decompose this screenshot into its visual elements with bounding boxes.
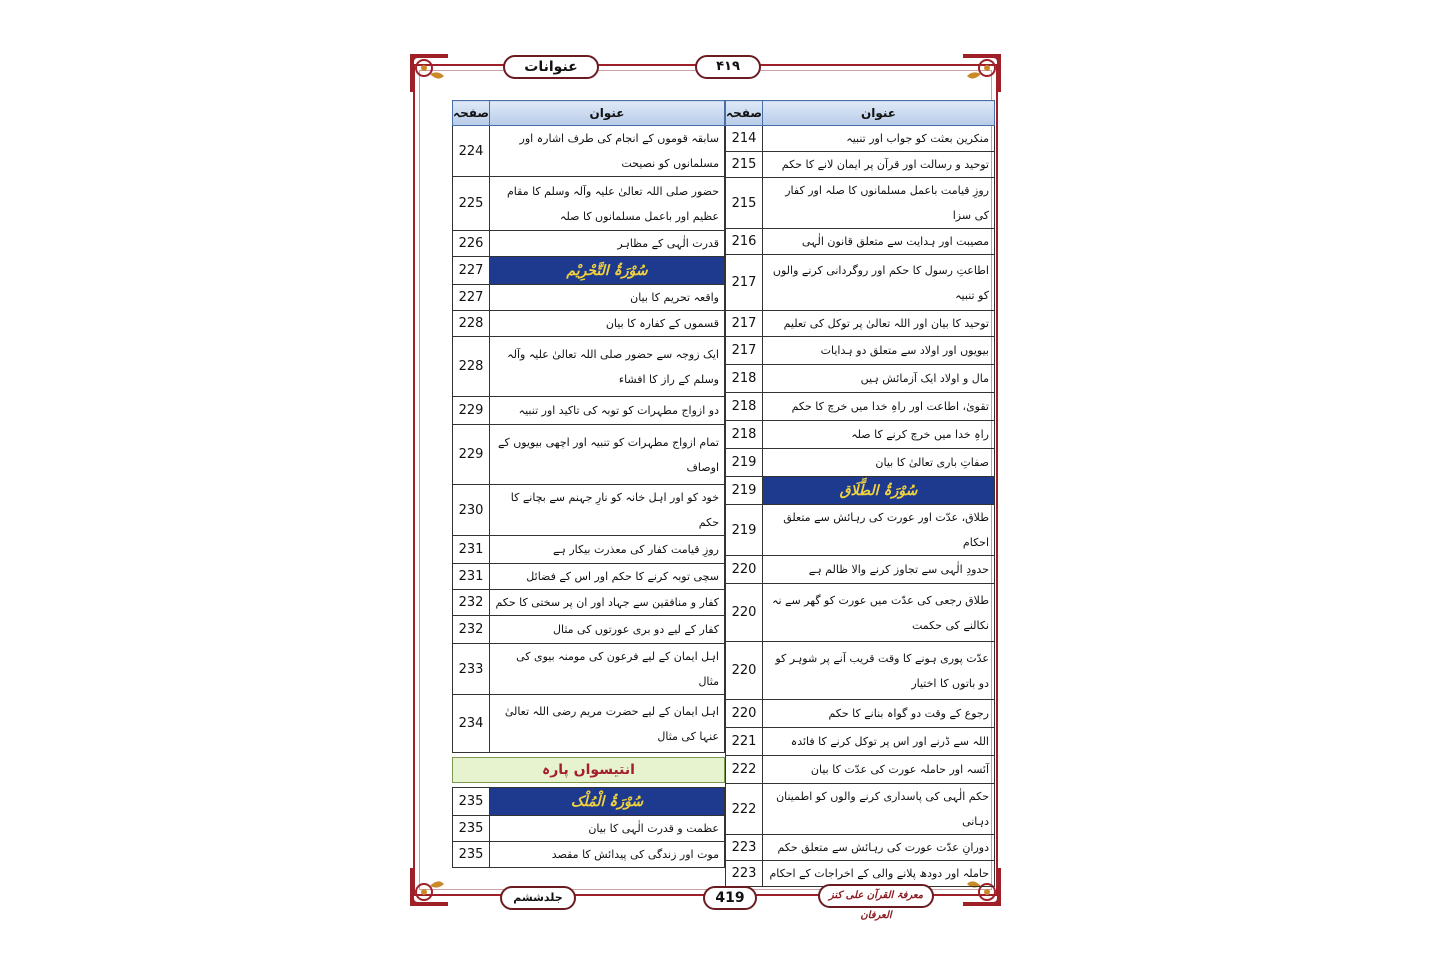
page-cell: 228	[453, 337, 490, 397]
topic-cell: روزِ قیامت باعمل مسلمانوں کا صلہ اور کفار کی سزا	[763, 178, 995, 229]
surah-heading: سُوْرَۃُ الطَّلَاق	[763, 477, 995, 505]
page-number: 419	[703, 886, 757, 910]
page-cell: 231	[453, 536, 490, 564]
page-cell: 215	[726, 178, 763, 229]
surah-heading: سُوْرَۃُ الْمُلْک	[490, 788, 725, 816]
topic-column-header: عنوان	[763, 101, 995, 126]
topic-cell: حدودِ الٰہی سے تجاوز کرنے والا ظالم ہے	[763, 556, 995, 584]
page-cell: 232	[453, 616, 490, 644]
topic-cell: منکرین بعثت کو جواب اور تنبیہ	[763, 126, 995, 152]
surah-heading: سُوْرَۃُ التَّحْرِیْم	[490, 257, 725, 285]
topic-cell: کفار و منافقین سے جہاد اور ان پر سختی کا حکم	[490, 590, 725, 616]
topic-cell: قسموں کے کفارہ کا بیان	[490, 311, 725, 337]
ornament-corner-icon	[959, 52, 1003, 96]
page-column-header: صفحہ	[453, 101, 490, 126]
page-cell: 218	[726, 421, 763, 449]
topic-cell: ایک زوجہ سے حضور صلی اللہ تعالیٰ علیہ وآلہ وسلم کے راز کا افشاء	[490, 337, 725, 397]
page-cell: 215	[726, 152, 763, 178]
topic-cell: قدرت الٰہی کے مظاہر	[490, 231, 725, 257]
page-cell: 231	[453, 564, 490, 590]
ornament-corner-icon	[408, 52, 452, 96]
page-cell: 219	[726, 449, 763, 477]
page-cell: 235	[453, 842, 490, 868]
page-cell: 229	[453, 397, 490, 425]
topic-cell: حضور صلی اللہ تعالیٰ علیہ وآلہ وسلم کا مقام عظیم اور باعمل مسلمانوں کا صلہ	[490, 177, 725, 231]
page-cell: 219	[726, 505, 763, 556]
topic-cell: دو ازواج مطہرات کو توبہ کی تاکید اور تنبیہ	[490, 397, 725, 425]
topic-cell: عظمت و قدرت الٰہی کا بیان	[490, 816, 725, 842]
topic-cell: اللہ سے ڈرنے اور اس پر توکل کرنے کا فائدہ	[763, 728, 995, 756]
page-cell: 227	[453, 285, 490, 311]
book-page	[408, 52, 1003, 921]
topic-cell: بیویوں اور اولاد سے متعلق دو ہدایات	[763, 337, 995, 365]
page-column-header: صفحہ	[726, 101, 763, 126]
page-cell: 217	[726, 311, 763, 337]
page-cell: 222	[726, 784, 763, 835]
page-cell: 220	[726, 642, 763, 700]
page-cell: 214	[726, 126, 763, 152]
page-cell: 218	[726, 393, 763, 421]
page-cell: 232	[453, 590, 490, 616]
page-cell: 222	[726, 756, 763, 784]
page-cell: 225	[453, 177, 490, 231]
topic-cell: توحید کا بیان اور اللہ تعالیٰ پر توکل کی تعلیم	[763, 311, 995, 337]
topic-cell: اہل ایمان کے لیے فرعون کی مومنہ بیوی کی مثال	[490, 644, 725, 695]
page-cell: 234	[453, 695, 490, 753]
page-cell: 226	[453, 231, 490, 257]
page-cell: 217	[726, 337, 763, 365]
topic-cell: صفاتِ باری تعالیٰ کا بیان	[763, 449, 995, 477]
index-table-right	[725, 100, 995, 887]
topic-cell: طلاق رجعی کی عدّت میں عورت کو گھر سے نہ نکالنے کی حکمت	[763, 584, 995, 642]
page-cell: 229	[453, 425, 490, 485]
topic-cell: عدّت پوری ہونے کا وقت قریب آنے پر شوہر کو دو باتوں کا اختیار	[763, 642, 995, 700]
page-cell: 235	[453, 788, 490, 816]
page-cell: 218	[726, 365, 763, 393]
para-heading: انتیسواں پارہ	[453, 758, 725, 783]
topic-cell: رجوع کے وقت دو گواہ بنانے کا حکم	[763, 700, 995, 728]
page-cell: 230	[453, 485, 490, 536]
topic-cell: حکم الٰہی کی پاسداری کرنے والوں کو اطمینان دہانی	[763, 784, 995, 835]
index-table-left	[452, 100, 725, 868]
page-number-arabic: ۴۱۹	[695, 55, 761, 79]
page-cell: 221	[726, 728, 763, 756]
page-cell: 220	[726, 700, 763, 728]
topic-cell: تمام ازواج مطہرات کو تنبیہ اور اچھی بیویوں کے اوصاف	[490, 425, 725, 485]
topic-cell: تقویٰ، اطاعت اور راہِ خدا میں خرچ کا حکم	[763, 393, 995, 421]
page-title: عنوانات	[503, 55, 599, 79]
topic-cell: روزِ قیامت کفار کی معذرت بیکار ہے	[490, 536, 725, 564]
volume-label: جلدششم	[500, 886, 576, 910]
page-cell: 220	[726, 556, 763, 584]
page-cell: 217	[726, 255, 763, 311]
ornament-corner-icon	[408, 864, 452, 908]
page-cell: 220	[726, 584, 763, 642]
topic-cell: موت اور زندگی کی پیدائش کا مقصد	[490, 842, 725, 868]
page-cell: 227	[453, 257, 490, 285]
topic-cell: طلاق، عدّت اور عورت کی رہائش سے متعلق احکام	[763, 505, 995, 556]
topic-column-header: عنوان	[490, 101, 725, 126]
topic-cell: مال و اولاد ایک آزمائش ہیں	[763, 365, 995, 393]
page-cell: 219	[726, 477, 763, 505]
topic-cell: دورانِ عدّت عورت کی رہائش سے متعلق حکم	[763, 835, 995, 861]
page-cell: 216	[726, 229, 763, 255]
topic-cell: راہِ خدا میں خرچ کرنے کا صلہ	[763, 421, 995, 449]
topic-cell: خود کو اور اہل خانہ کو نارِ جہنم سے بچانے کا حکم	[490, 485, 725, 536]
topic-cell: کفار کے لیے دو بری عورتوں کی مثال	[490, 616, 725, 644]
topic-cell: آئسہ اور حاملہ عورت کی عدّت کا بیان	[763, 756, 995, 784]
topic-cell: اطاعتِ رسول کا حکم اور روگردانی کرنے والوں کو تنبیہ	[763, 255, 995, 311]
topic-cell: حاملہ اور دودھ پلانے والی کے اخراجات کے احکام	[763, 861, 995, 887]
topic-cell: سابقہ قوموں کے انجام کی طرف اشارہ اور مسلمانوں کو نصیحت	[490, 126, 725, 177]
page-cell: 223	[726, 835, 763, 861]
topic-cell: اہل ایمان کے لیے حضرت مریم رضی اللہ تعالیٰ عنہا کی مثال	[490, 695, 725, 753]
topic-cell: واقعہ تحریم کا بیان	[490, 285, 725, 311]
page-cell: 223	[726, 861, 763, 887]
topic-cell: توحید و رسالت اور قرآن پر ایمان لانے کا حکم	[763, 152, 995, 178]
page-cell: 228	[453, 311, 490, 337]
page-cell: 224	[453, 126, 490, 177]
topic-cell: سچی توبہ کرنے کا حکم اور اس کے فضائل	[490, 564, 725, 590]
page-cell: 233	[453, 644, 490, 695]
topic-cell: مصیبت اور ہدایت سے متعلق قانون الٰہی	[763, 229, 995, 255]
book-title-logo: معرفۃ القرآن علی کنز العرفان	[818, 884, 934, 908]
page-cell: 235	[453, 816, 490, 842]
